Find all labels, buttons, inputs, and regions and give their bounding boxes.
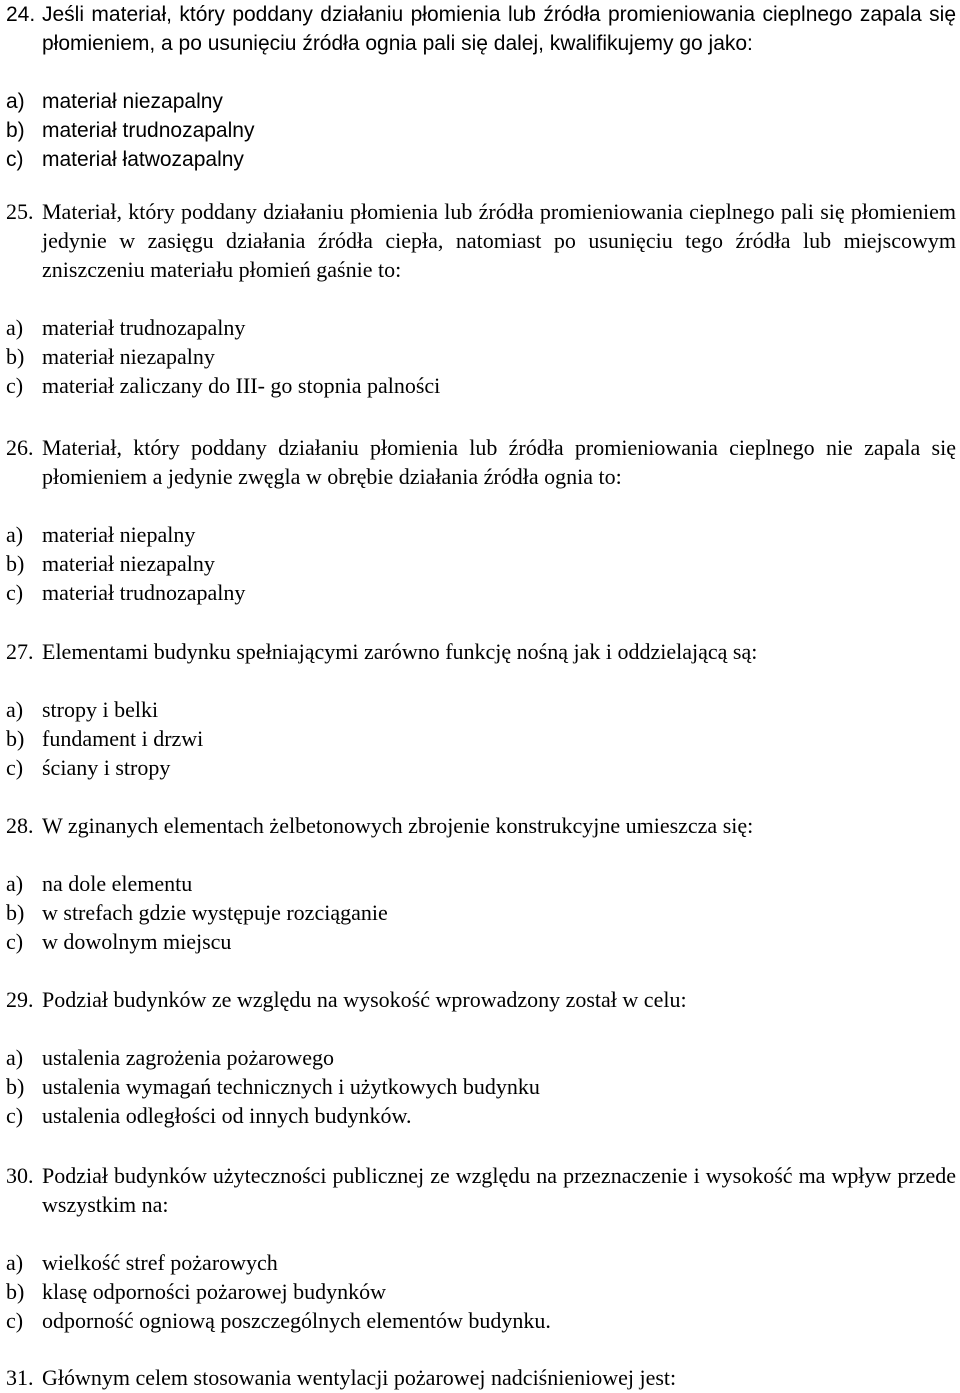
question-number: 26. xyxy=(6,435,34,460)
question-27 xyxy=(6,637,956,782)
answer-options xyxy=(6,1248,956,1335)
question-text: W zginanych elementach żelbetonowych zbrojenie konstrukcyjne umieszcza się: xyxy=(42,813,754,838)
option-text: w dowolnym miejscu xyxy=(42,929,232,954)
question-text: Głównym celem stosowania wentylacji pożarowej nadciśnieniowej jest: xyxy=(42,1365,677,1390)
option-letter: c) xyxy=(6,1308,24,1333)
answer-option-a xyxy=(6,869,956,898)
question-28 xyxy=(6,811,956,956)
answer-options xyxy=(6,520,956,607)
answer-option-a xyxy=(6,87,956,116)
option-letter: a) xyxy=(6,697,24,722)
answer-option-a xyxy=(6,313,956,342)
answer-option-c xyxy=(6,578,956,607)
question-25 xyxy=(6,197,956,400)
answer-option-c xyxy=(6,927,956,956)
option-text: stropy i belki xyxy=(42,697,159,722)
answer-option-b xyxy=(6,342,956,371)
answer-option-a xyxy=(6,520,956,549)
question-number: 29. xyxy=(6,987,34,1012)
option-letter: c) xyxy=(6,148,24,171)
option-text: na dole elementu xyxy=(42,871,193,896)
option-text: materiał zaliczany do III- go stopnia palności xyxy=(42,373,441,398)
answer-option-a xyxy=(6,1043,956,1072)
answer-option-c xyxy=(6,753,956,782)
option-letter: b) xyxy=(6,551,25,576)
answer-option-c xyxy=(6,371,956,400)
answer-option-c xyxy=(6,1101,956,1130)
option-text: w strefach gdzie występuje rozciąganie xyxy=(42,900,388,925)
option-letter: a) xyxy=(6,871,24,896)
answer-option-b xyxy=(6,724,956,753)
question-text: Materiał, który poddany działaniu płomienia lub źródła promieniowania cieplnego nie zapala się płomieniem a jedynie zwęgla w obrębie działania źródła ognia to: xyxy=(42,435,956,489)
option-text: materiał trudnozapalny xyxy=(42,580,246,605)
option-text: materiał niezapalny xyxy=(42,344,215,369)
option-text: ustalenia odległości od innych budynków. xyxy=(42,1103,412,1128)
option-text: materiał niezapalny xyxy=(42,90,223,113)
option-letter: c) xyxy=(6,373,24,398)
option-text: fundament i drzwi xyxy=(42,726,204,751)
question-24 xyxy=(6,0,956,174)
option-letter: b) xyxy=(6,900,25,925)
option-letter: c) xyxy=(6,755,24,780)
question-29 xyxy=(6,985,956,1130)
answer-option-c xyxy=(6,1306,956,1335)
question-text: Podział budynków ze względu na wysokość wprowadzony został w celu: xyxy=(42,987,687,1012)
answer-option-c xyxy=(6,145,956,174)
option-letter: b) xyxy=(6,1074,25,1099)
question-text: Materiał, który poddany działaniu płomienia lub źródła promieniowania cieplnego pali się płomieniem jedynie w zasięgu działania źródła ciepła, natomiast po usunięciu tego źródła lub miejscowym zniszczeniu materiału płomień gaśnie to: xyxy=(42,199,956,282)
answer-options xyxy=(6,1043,956,1130)
question-number: 25. xyxy=(6,199,34,224)
option-letter: a) xyxy=(6,1045,24,1070)
option-text: klasę odporności pożarowej budynków xyxy=(42,1279,386,1304)
answer-option-b xyxy=(6,898,956,927)
option-text: ściany i stropy xyxy=(42,755,171,780)
option-letter: b) xyxy=(6,344,25,369)
answer-option-a xyxy=(6,695,956,724)
option-text: wielkość stref pożarowych xyxy=(42,1250,278,1275)
option-letter: a) xyxy=(6,1250,24,1275)
question-31 xyxy=(6,1363,956,1392)
answer-option-b xyxy=(6,1072,956,1101)
question-number: 30. xyxy=(6,1163,34,1188)
answer-option-b xyxy=(6,1277,956,1306)
question-number: 28. xyxy=(6,813,34,838)
option-letter: a) xyxy=(6,522,24,547)
question-number: 24. xyxy=(6,3,36,26)
option-letter: b) xyxy=(6,726,25,751)
option-letter: c) xyxy=(6,929,24,954)
option-letter: b) xyxy=(6,1279,25,1304)
answer-options xyxy=(6,869,956,956)
option-letter: c) xyxy=(6,1103,24,1128)
option-text: ustalenia zagrożenia pożarowego xyxy=(42,1045,334,1070)
option-letter: a) xyxy=(6,90,25,113)
option-text: ustalenia wymagań technicznych i użytkowych budynku xyxy=(42,1074,540,1099)
question-number: 27. xyxy=(6,639,34,664)
option-letter: a) xyxy=(6,315,24,340)
question-30 xyxy=(6,1161,956,1335)
option-text: materiał niepalny xyxy=(42,522,196,547)
question-text: Elementami budynku spełniającymi zarówno funkcję nośną jak i oddzielającą są: xyxy=(42,639,758,664)
answer-option-b xyxy=(6,549,956,578)
answer-option-a xyxy=(6,1248,956,1277)
option-text: odporność ogniową poszczególnych elementów budynku. xyxy=(42,1308,551,1333)
answer-options xyxy=(6,87,956,174)
option-text: materiał trudnozapalny xyxy=(42,119,255,142)
option-text: materiał łatwozapalny xyxy=(42,148,244,171)
option-text: materiał niezapalny xyxy=(42,551,215,576)
answer-options xyxy=(6,695,956,782)
answer-options xyxy=(6,313,956,400)
question-text: Podział budynków użyteczności publicznej ze względu na przeznaczenie i wysokość ma wpływ przede wszystkim na: xyxy=(42,1163,956,1217)
answer-option-b xyxy=(6,116,956,145)
option-letter: b) xyxy=(6,119,25,142)
question-text: Jeśli materiał, który poddany działaniu płomienia lub źródła promieniowania cieplnego zapala się płomieniem, a po usunięciu źródła ognia pali się dalej, kwalifikujemy go jako: xyxy=(42,3,956,55)
option-text: materiał trudnozapalny xyxy=(42,315,246,340)
question-number: 31. xyxy=(6,1365,34,1390)
question-26 xyxy=(6,433,956,607)
option-letter: c) xyxy=(6,580,24,605)
